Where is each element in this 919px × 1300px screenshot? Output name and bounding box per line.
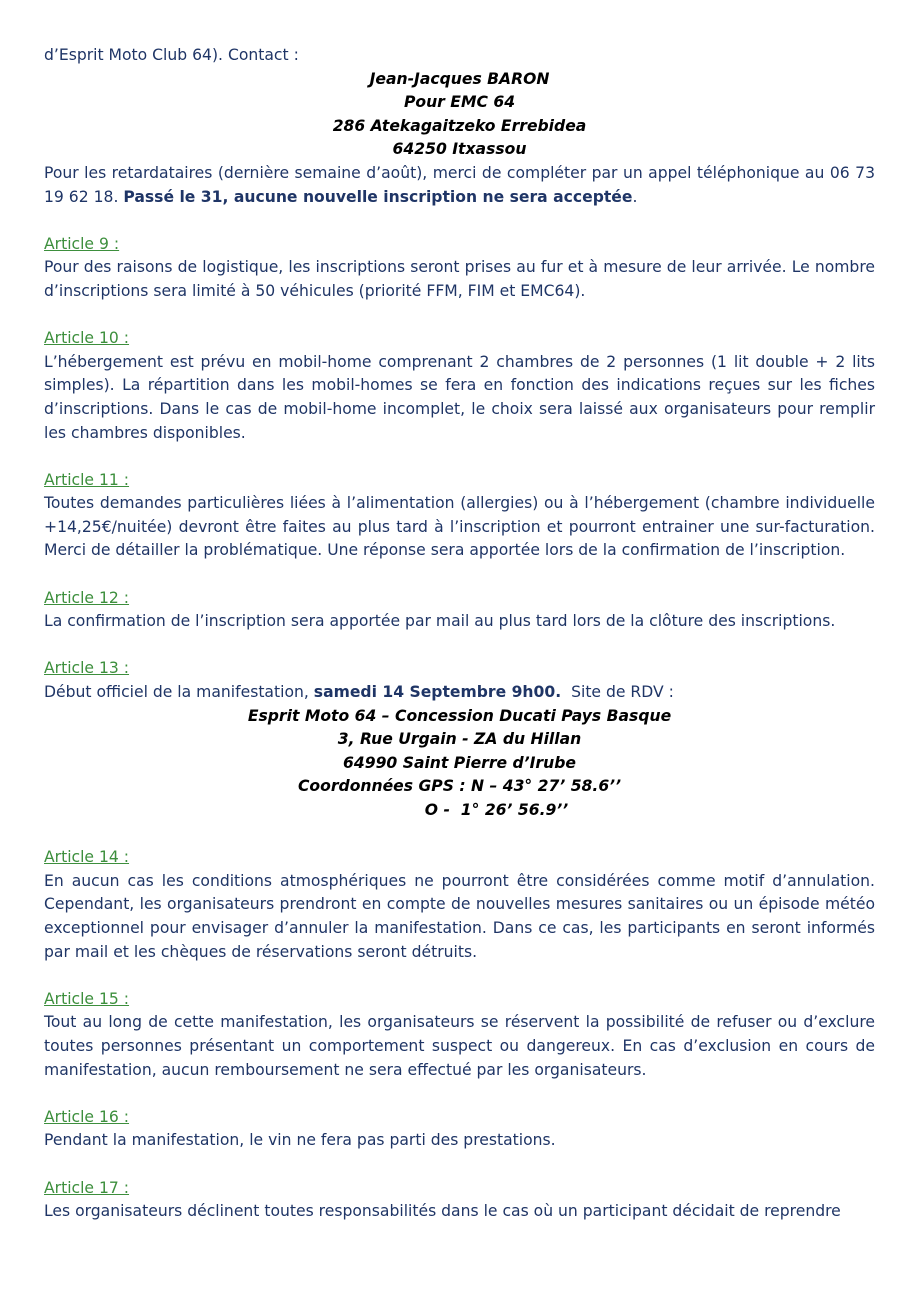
article-10-title: Article 10 : [44,329,130,348]
article-12-text: La confirmation de l’inscription sera apportée par mail au plus tard lors de la clôture des inscriptions. [44,612,836,631]
article-13-text [44,681,875,705]
contact-org: Pour EMC 64 [403,93,516,112]
late-bold-text: Passé le 31, aucune nouvelle inscription ne sera acceptée [123,187,633,206]
rdv-site-street: 3, Rue Urgain - ZA du Hillan [337,730,582,749]
article-16-title: Article 16 : [44,1107,130,1126]
contact-street: 286 Atekagaitzeko Errebidea [332,116,587,135]
contact-address [44,68,875,162]
contact-city: 64250 Itxassou [392,140,527,159]
late-end: . [632,187,638,206]
article-15-text: Tout au long de cette manifestation, les organisateurs se réservent la possibilité de refuser ou d’exclure toutes personnes présentant un comportement suspect ou dangereux. En cas d’exclusion en cours de manifestation, aucun remboursement ne sera effectué par les organisateurs. [44,1013,875,1079]
contact-name: Jean-Jacques BARON [369,69,550,88]
article-14-text: En aucun cas les conditions atmosphériques ne pourront être considérées comme motif d’annulation. Cependant, les organisateurs prendront en compte de nouvelles mesures sanitaires ou un épisode météo exceptionnel pour envisager d’annuler la manifestation. Dans ce cas, les participants en seront informés par mail et les chèques de réservations seront détruits. [44,871,875,961]
document-page [44,44,875,1224]
intro-line: d’Esprit Moto Club 64). Contact : [44,46,299,64]
article-15-title: Article 15 : [44,989,130,1008]
rdv-gps-north: Coordonnées GPS : N – 43° 27’ 58.6’’ [297,777,622,796]
article-11-text: Toutes demandes particulières liées à l’alimentation (allergies) ou à l’hébergement (chambre individuelle +14,25€/nuitée) devront être faites au plus tard à l’inscription et pourront entrainer une sur-facturation. Merci de détailler la problématique. Une réponse sera apportée lors de la confirmation de l’inscription. [44,494,875,560]
article-12-title: Article 12 : [44,588,130,607]
rdv-site-address [44,705,875,823]
article-14-title: Article 14 : [44,848,130,867]
article-16-text: Pendant la manifestation, le vin ne fera pas parti des prestations. [44,1131,556,1150]
article-9-text: Pour des raisons de logistique, les inscriptions seront prises au fur et à mesure de leur arrivée. Le nombre d’inscriptions sera limité à 50 véhicules (priorité FFM, FIM et EMC64). [44,258,875,300]
article-17-text: Les organisateurs déclinent toutes responsabilités dans le cas où un participant décidait de reprendre [44,1202,841,1221]
article-9-title: Article 9 : [44,234,120,253]
rdv-site-name: Esprit Moto 64 – Concession Ducati Pays Basque [247,706,672,725]
article-13-title: Article 13 : [44,659,130,678]
article-13-text-end: Site de RDV : [561,683,674,702]
article-13-text-start: Début officiel de la manifestation, [44,683,314,702]
article-11-title: Article 11 : [44,470,130,489]
late-text: Pour les retardataires (dernière semaine d’août), merci de compléter par un appel téléphonique au 06 73 19 62 18. [44,163,875,206]
article-10-text: L’hébergement est prévu en mobil-home comprenant 2 chambres de 2 personnes (1 lit double + 2 lits simples). La répartition dans les mobil-homes se fera en fonction des indications reçues sur les fiches d’inscriptions. Dans le cas de mobil-home incomplet, le choix sera laissé aux organisateurs pour remplir les chambres disponibles. [44,352,875,442]
rdv-site-city: 64990 Saint Pierre d’Irube [343,753,576,772]
article-17-title: Article 17 : [44,1178,130,1197]
rdv-gps-west: O - 1° 26’ 56.9’’ [424,801,569,819]
late-registration-paragraph [44,162,875,209]
article-13-date: samedi 14 Septembre 9h00. [313,683,562,702]
